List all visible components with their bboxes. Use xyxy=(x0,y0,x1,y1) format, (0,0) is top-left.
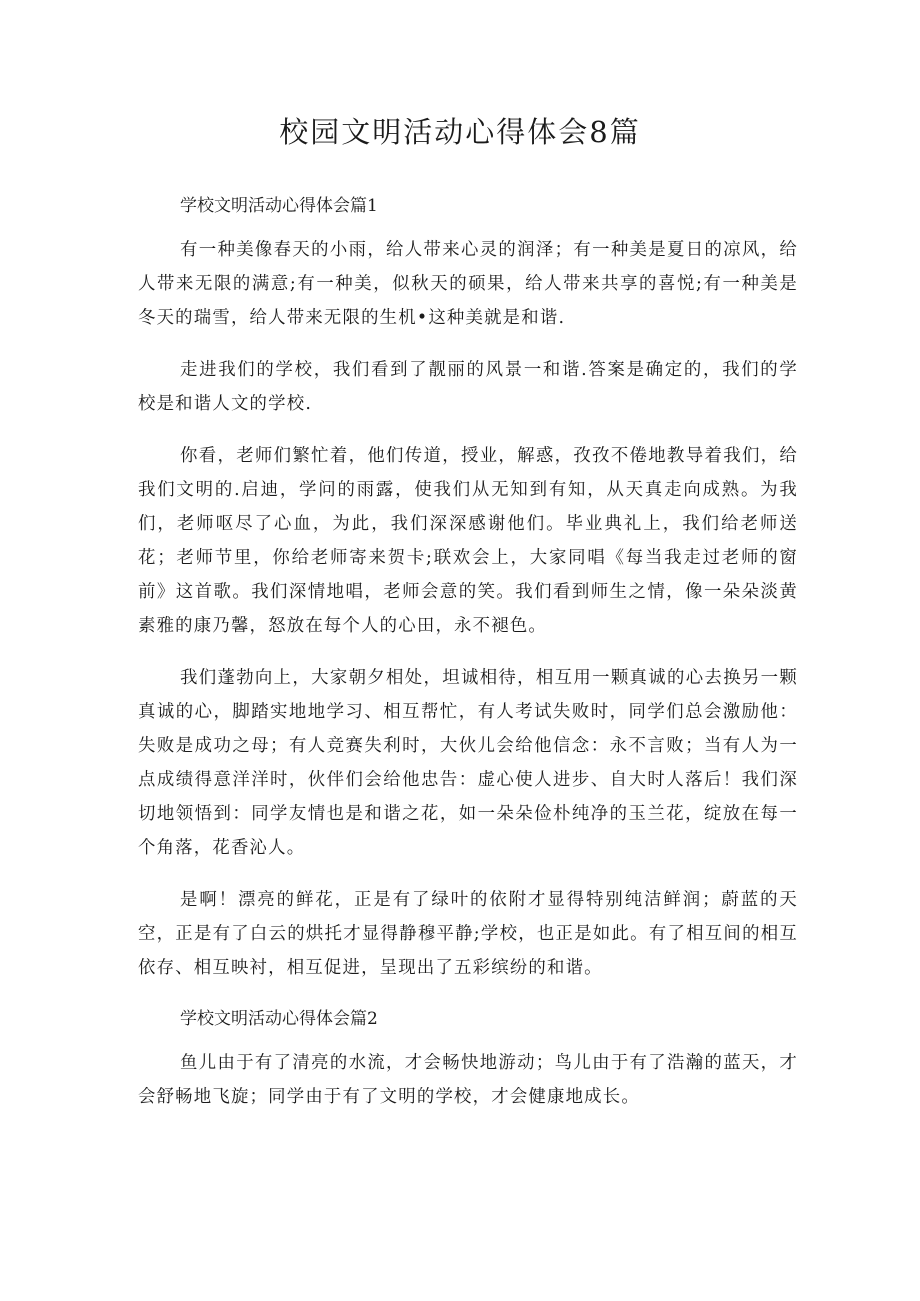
section-heading: 学校文明活动心得体会篇2 xyxy=(180,1009,378,1029)
paragraph: 你看，老师们繁忙着，他们传道，授业，解惑，孜孜不倦地教导着我们，给我们文明的.启迪，学问的雨露，使我们从无知到有知，从天真走向成熟。为我们，老师呕尽了心血，为此，我们深深感谢他们。毕业典礼上，我们给老师送花；老师节里，你给老师寄来贺卡;联欢会上，大家同唱《每当我走过老师的窗前》这首歌。我们深情地唱，老师会意的笑。我们看到师生之情，像一朵朵淡黄素雅的康乃馨，怒放在每个人的心田，永不褪色。 xyxy=(138,446,798,636)
paragraph: 有一种美像春天的小雨，给人带来心灵的润泽；有一种美是夏日的凉风，给人带来无限的满意;有一种美，似秋天的硕果，给人带来共享的喜悦;有一种美是冬天的瑞雪，给人带来无限的生机•这种美就是和谐. xyxy=(138,240,798,328)
paragraph: 是啊！漂亮的鲜花，正是有了绿叶的依附才显得特别纯洁鲜润；蔚蓝的天空，正是有了白云的烘托才显得静穆平静;学校，也正是如此。有了相互间的相互依存、相互映衬，相互促进，呈现出了五彩缤纷的和谐。 xyxy=(138,890,798,978)
section-heading: 学校文明活动心得体会篇1 xyxy=(180,196,378,216)
document-title: 校园文明活动心得体会8篇 xyxy=(279,115,641,149)
document-body xyxy=(138,190,798,1114)
paragraph: 走进我们的学校，我们看到了靓丽的风景一和谐.答案是确定的，我们的学校是和谐人文的学校. xyxy=(138,360,798,414)
paragraph: 鱼儿由于有了清亮的水流，才会畅快地游动；鸟儿由于有了浩瀚的蓝天，才会舒畅地飞旋；同学由于有了文明的学校，才会健康地成长。 xyxy=(138,1053,798,1107)
paragraph: 我们蓬勃向上，大家朝夕相处，坦诚相待，相互用一颗真诚的心去换另一颗真诚的心，脚踏实地地学习、相互帮忙，有人考试失败时，同学们总会激励他：失败是成功之母；有人竞赛失利时，大伙儿会给他信念：永不言败；当有人为一点成绩得意洋洋时，伙伴们会给他忠告：虚心使人进步、自大时人落后！我们深切地领悟到：同学友情也是和谐之花，如一朵朵俭朴纯净的玉兰花，绽放在每一个角落，花香沁人。 xyxy=(138,668,798,858)
